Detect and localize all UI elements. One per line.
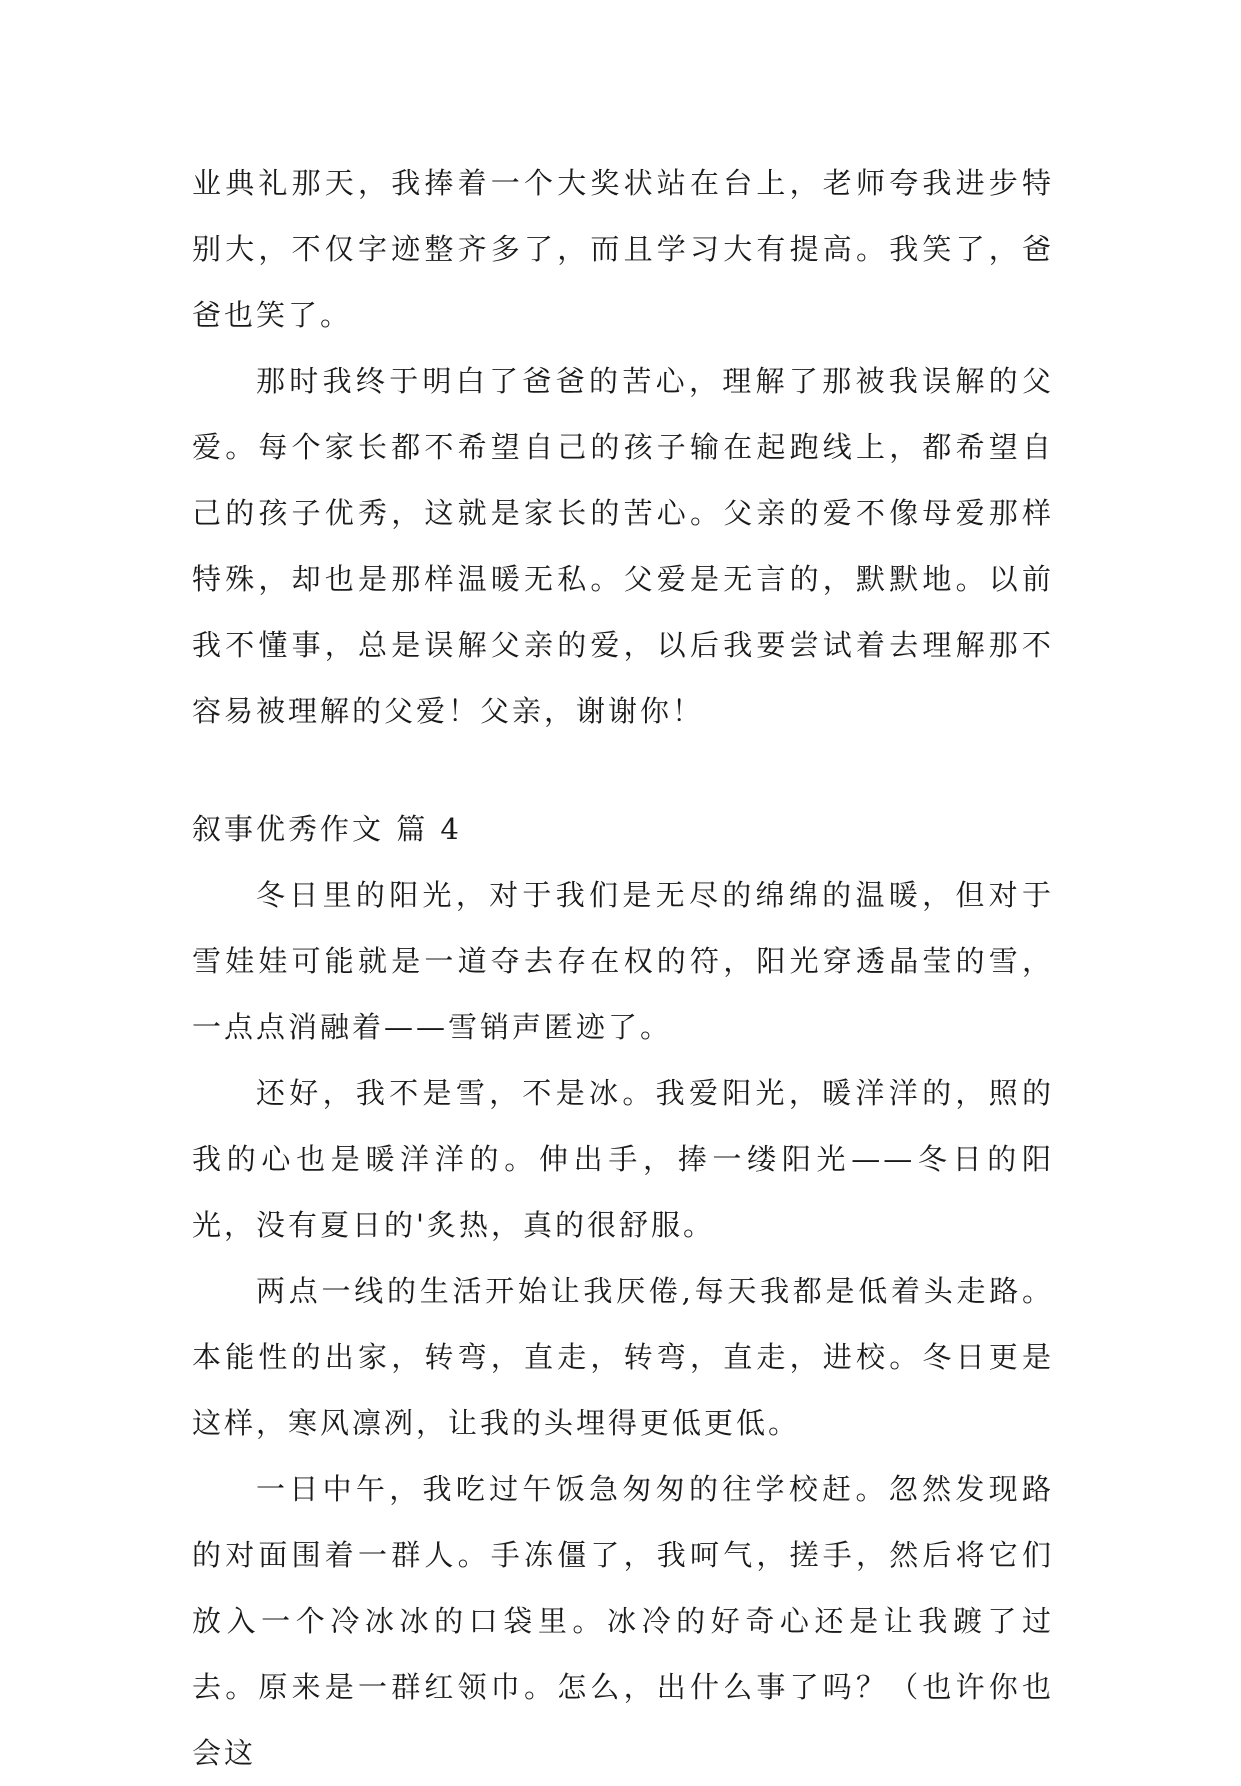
paragraph: 那时我终于明白了爸爸的苦心，理解了那被我误解的父爱。每个家长都不希望自己的孩子输在起跑线上，都希望自己的孩子优秀，这就是家长的苦心。父亲的爱不像母爱那样特殊，却也是那样温暖无私。父爱是无言的，默默地。以前我不懂事，总是误解父亲的爱，以后我要尝试着去理解那不容易被理解的父爱！父亲，谢谢你！: [192, 364, 1054, 728]
section-heading: 叙事优秀作文 篇 4: [192, 812, 462, 846]
document-body: [192, 150, 1054, 1786]
paragraph: 一日中午，我吃过午饭急匆匆的往学校赶。忽然发现路的对面围着一群人。手冻僵了，我呵气，搓手，然后将它们放入一个冷冰冰的口袋里。冰冷的好奇心还是让我踱了过去。原来是一群红领巾。怎么，出什么事了吗？（也许你也会这: [192, 1472, 1054, 1770]
paragraph: 还好，我不是雪，不是冰。我爱阳光，暖洋洋的，照的我的心也是暖洋洋的。伸出手，捧一缕阳光——冬日的阳光，没有夏日的'炙热，真的很舒服。: [192, 1076, 1054, 1242]
paragraph: 两点一线的生活开始让我厌倦,每天我都是低着头走路。本能性的出家，转弯，直走，转弯，直走，进校。冬日更是这样，寒风凛冽，让我的头埋得更低更低。: [192, 1274, 1054, 1440]
paragraph: 冬日里的阳光，对于我们是无尽的绵绵的温暖，但对于雪娃娃可能就是一道夺去存在权的符，阳光穿透晶莹的雪，一点点消融着——雪销声匿迹了。: [192, 878, 1054, 1044]
paragraph-continuation: 业典礼那天，我捧着一个大奖状站在台上，老师夸我进步特别大，不仅字迹整齐多了，而且学习大有提高。我笑了，爸爸也笑了。: [192, 166, 1054, 332]
